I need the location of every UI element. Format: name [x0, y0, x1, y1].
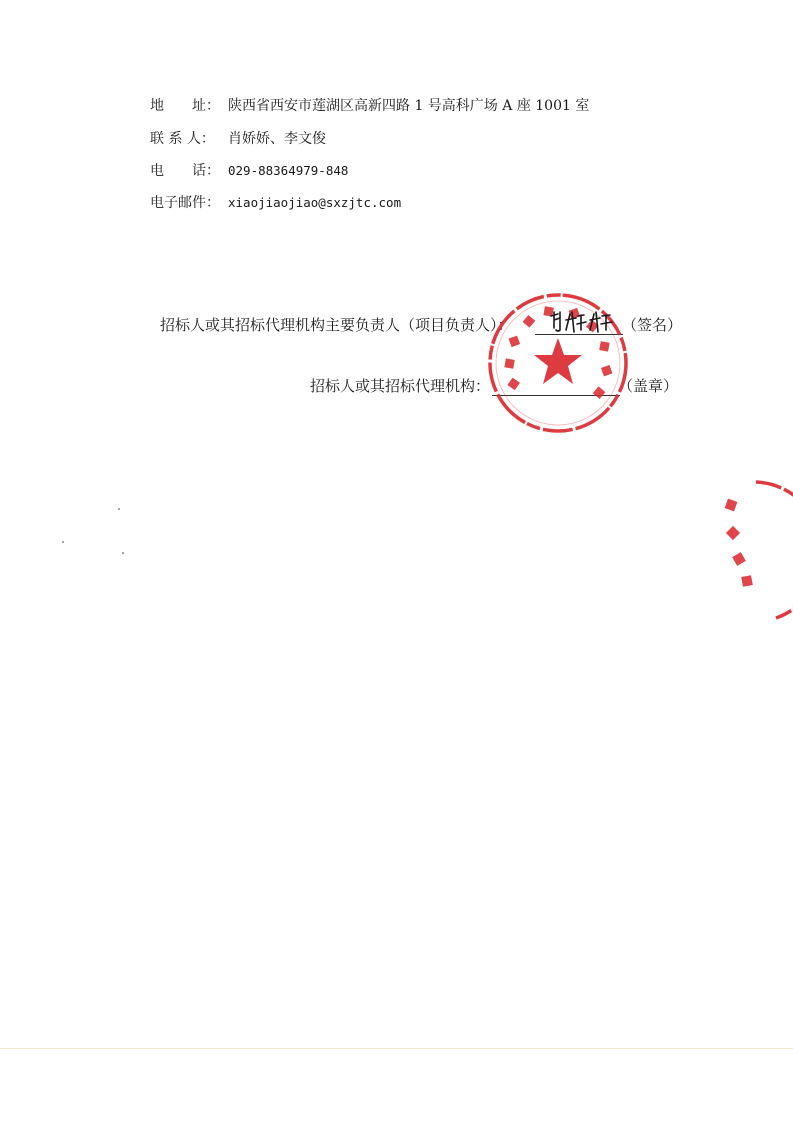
phone-value: 029-88364979-848: [228, 163, 349, 178]
handwritten-signature: [548, 306, 624, 336]
address-label: 地 址：: [150, 98, 220, 114]
scan-speck: [122, 552, 124, 554]
scan-speck: [118, 508, 120, 510]
email-value: xiaojiaojiao@sxzjtc.com: [228, 195, 402, 210]
responsible-label: 招标人或其招标代理机构主要负责人（项目负责人）：: [160, 316, 513, 334]
responsible-suffix: （签名）: [622, 316, 683, 334]
contact-person-value: 肖娇娇、李文俊: [228, 131, 326, 147]
footer-rule: [0, 1048, 793, 1049]
organization-label: 招标人或其招标代理机构：: [310, 377, 491, 395]
phone-label: 电 话：: [150, 163, 220, 179]
edge-seal: [716, 478, 793, 623]
email-label: 电子邮件：: [150, 195, 220, 211]
organization-suffix: （盖章）: [618, 377, 679, 395]
contact-person-label: 联 系 人：: [150, 131, 215, 147]
address-value: 陕西省西安市莲湖区高新四路 1 号高科广场 A 座 1001 室: [228, 98, 590, 114]
scan-speck: [62, 541, 64, 543]
